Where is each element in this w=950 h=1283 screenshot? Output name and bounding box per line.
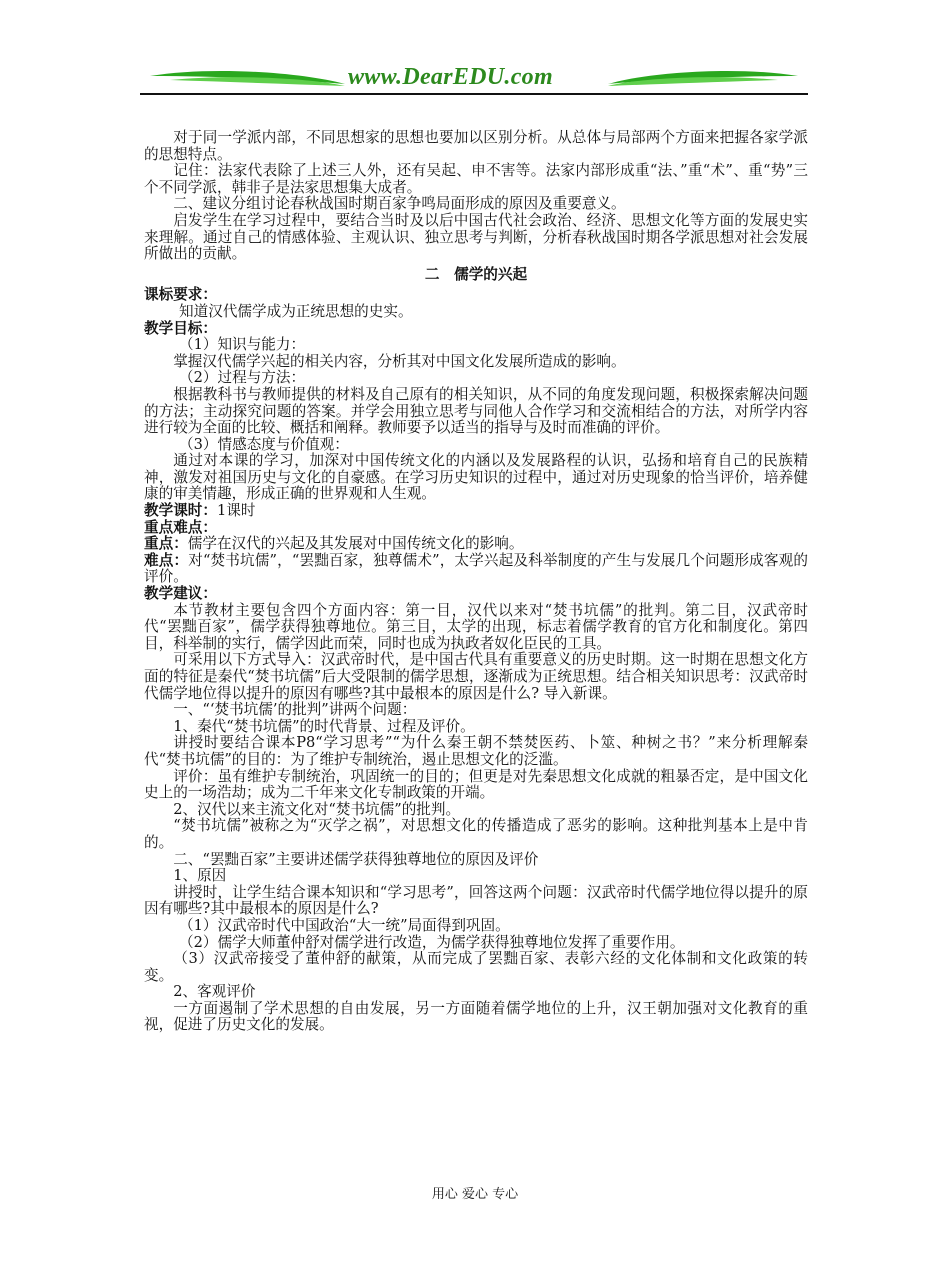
section-label: 重点难点： bbox=[144, 518, 217, 536]
key-point-label: 重点： bbox=[144, 535, 188, 553]
paragraph: 2、客观评价 bbox=[173, 983, 256, 1001]
site-logo: www.DearEDU.com bbox=[348, 64, 553, 90]
difficulty-label: 难点： bbox=[144, 551, 189, 569]
paragraph: （3）汉武帝接受了董仲舒的献策，从而完成了罢黜百家、表彰六经的文化体制和文化政策的转变。 bbox=[144, 950, 808, 984]
page-footer: 用心 爱心 专心 bbox=[431, 1187, 519, 1202]
paragraph: （1）汉武帝时代中国政治“大一统”局面得到巩固。 bbox=[179, 916, 510, 934]
paragraph: （2）过程与方法： bbox=[179, 369, 306, 387]
page-header bbox=[140, 62, 808, 96]
paragraph: 记住：法家代表除了上述三人外，还有吴起、申不害等。法家内部形成重“法、”重“术”、重“势”三个不同学派，韩非子是法家思想集大成者。 bbox=[144, 162, 808, 196]
section-label: 教学目标： bbox=[144, 319, 217, 337]
paragraph: （1）知识与能力： bbox=[179, 336, 306, 354]
difficulty-line bbox=[144, 553, 808, 586]
paragraph: 对于同一学派内部，不同思想家的思想也要加以区别分析。从总体与局部两个方面来把握各家学派的思想特点。 bbox=[144, 129, 808, 163]
paragraph: （3）情感态度与价值观： bbox=[179, 435, 349, 453]
paragraph: 讲授时要结合课本P8“学习思考”“为什么秦王朝不禁焚医药、卜筮、种树之书？”来分析理解秦代“焚书坑儒”的目的：为了维护专制统治，遏止思想文化的泛滥。 bbox=[144, 734, 808, 768]
paragraph: 二、建议分组讨论春秋战国时期百家争鸣局面形成的原因及重要意义。 bbox=[173, 195, 626, 213]
section-label: 教学建议： bbox=[144, 585, 217, 603]
lesson-hours-value: 1课时 bbox=[216, 502, 256, 520]
paragraph: 讲授时，让学生结合课本知识和“学习思考”，回答这两个问题：汉武帝时代儒学地位得以提升的原因有哪些?其中最根本的原因是什么? bbox=[144, 883, 808, 918]
paragraph: 二、“罢黜百家”主要讲述儒学获得独尊地位的原因及评价 bbox=[173, 850, 539, 868]
paragraph: 本节教材主要包含四个方面内容：第一目，汉代以来对“焚书坑儒”的批判。第二目，汉武帝时代“罢黜百家”，儒学获得独尊地位。第三目，太学的出现，标志着儒学教育的官方化和制度化。第四目，科举制的实行，儒学因此而荣，同时也成为执政者奴化臣民的工具。 bbox=[144, 601, 808, 652]
paragraph: 2、汉代以来主流文化对“焚书坑儒”的批判。 bbox=[173, 800, 461, 818]
lesson-hours-line bbox=[144, 503, 808, 520]
paragraph: 启发学生在学习过程中，要结合当时及以后中国古代社会政治、经济、思想文化等方面的发展史实来理解。通过自己的情感体验、主观认识、独立思考与判断，分析春秋战国时期各学派思想对社会发展所做出的贡献。 bbox=[144, 211, 808, 263]
paragraph: 通过对本课的学习，加深对中国传统文化的内涵以及发展路程的认识，弘扬和培育自己的民族精神，激发对祖国历史与文化的自豪感。在学习历史知识的过程中，通过对历史现象的恰当评价，培养健康的审美情趣，形成正确的世界观和人生观。 bbox=[144, 452, 808, 503]
section-label: 课标要求： bbox=[144, 286, 217, 304]
key-point-line bbox=[144, 536, 808, 553]
paragraph: 评价：虽有维护专制统治，巩固统一的目的；但更是对先秦思想文化成就的粗暴否定，是中国文化史上的一场浩劫；成为二千年来文化专制政策的开端。 bbox=[144, 767, 808, 802]
paragraph: 可采用以下方式导入：汉武帝时代，是中国古代具有重要意义的历史时期。这一时期在思想文化方面的特征是秦代“焚书坑儒”后大受限制的儒学思想，逐渐成为正统思想。结合相关知识思考：汉武帝时代儒学地位得以提升的原因有哪些?其中最根本的原因是什么? 导入新课。 bbox=[144, 651, 808, 702]
key-point-text: 儒学在汉代的兴起及其发展对中国传统文化的影响。 bbox=[187, 535, 524, 553]
paragraph: 1、原因 bbox=[173, 867, 227, 885]
paragraph: 1、秦代“焚书坑儒”的时代背景、过程及评价。 bbox=[173, 717, 475, 735]
paragraph: 一、“‘焚书坑儒’的批判”讲两个问题： bbox=[173, 701, 417, 719]
section-title: 二 儒学的兴起 bbox=[424, 265, 528, 283]
document-body bbox=[144, 130, 808, 1034]
paragraph: 掌握汉代儒学兴起的相关内容，分析其对中国文化发展所造成的影响。 bbox=[173, 352, 626, 370]
paragraph: 根据教科书与教师提供的材料及自己原有的相关知识，从不同的角度发现问题，积极探索解决问题的方法；主动探究问题的答案。并学会用独立思考与同他人合作学习和交流相结合的方法，对所学内容进行较为全面的比较、概括和阐释。教师要予以适当的指导与及时而准确的评价。 bbox=[144, 385, 808, 437]
section-label: 教学课时： bbox=[144, 502, 217, 520]
paragraph: “焚书坑儒”被称之为“灭学之祸”，对思想文化的传播造成了恶劣的影响。这种批判基本上是中肯的。 bbox=[144, 817, 808, 851]
paragraph: 一方面遏制了学术思想的自由发展，另一方面随着儒学地位的上升，汉王朝加强对文化教育的重视，促进了历史文化的发展。 bbox=[144, 999, 808, 1034]
difficulty-text: 对“焚书坑儒”，“罢黜百家，独尊儒术”，太学兴起及科举制度的产生与发展几个问题形成客观的评价。 bbox=[144, 551, 808, 586]
header-rule bbox=[140, 93, 808, 95]
paragraph: （2）儒学大师董仲舒对儒学进行改造，为儒学获得独尊地位发挥了重要作用。 bbox=[179, 933, 685, 951]
paragraph: 知道汉代儒学成为正统思想的史实。 bbox=[179, 302, 413, 320]
